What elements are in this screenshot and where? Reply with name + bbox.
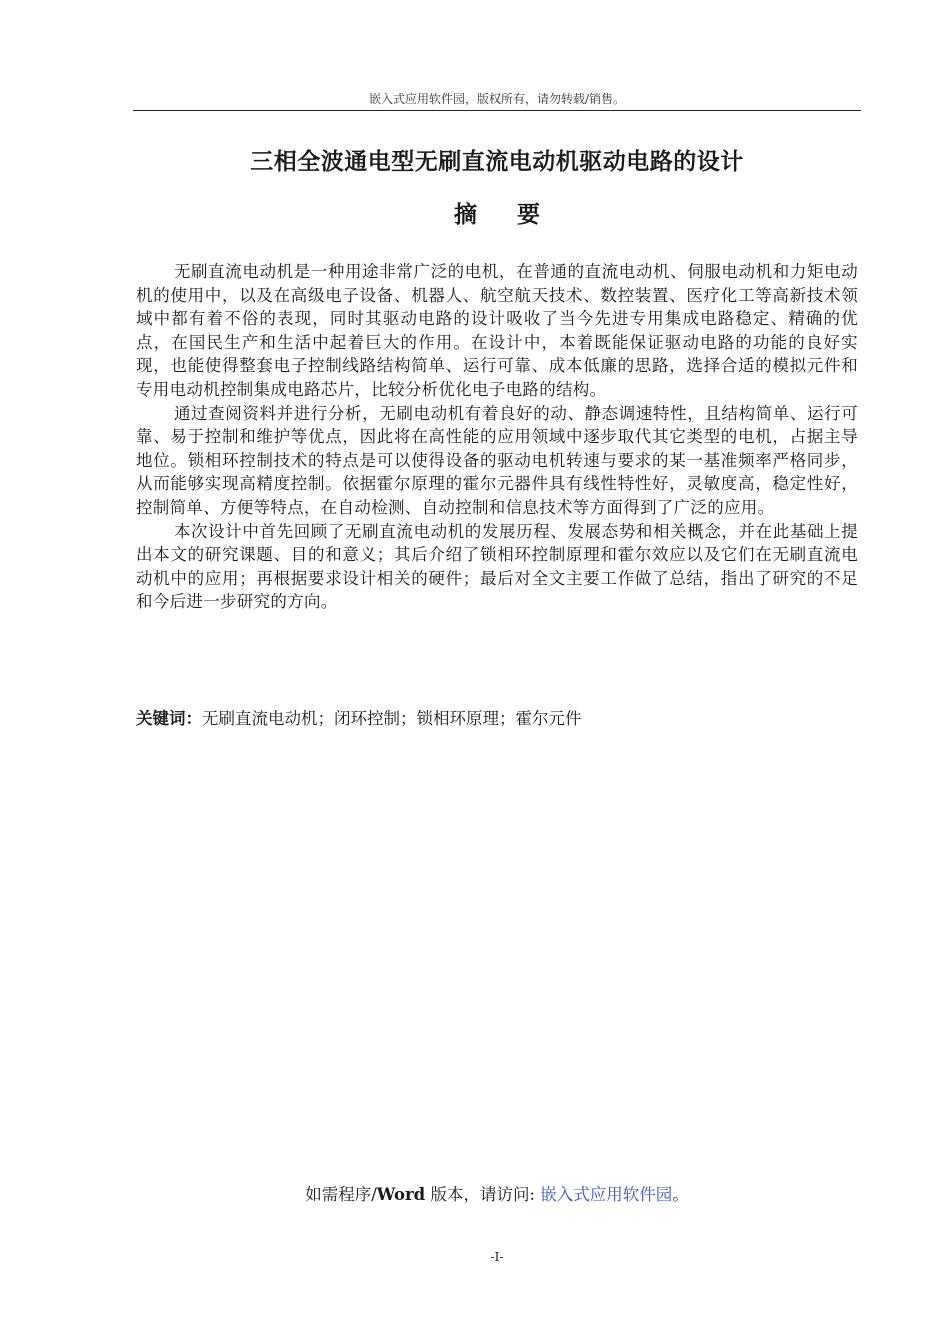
- abstract-heading: 摘要: [454, 202, 580, 228]
- footer-word: Word: [376, 1185, 426, 1204]
- footer-site-link[interactable]: 嵌入式应用软件园: [540, 1185, 673, 1204]
- header-rule: [133, 110, 861, 111]
- page-number: -I-: [490, 1250, 504, 1264]
- footer-prefix: 如需程序/: [305, 1185, 377, 1204]
- abstract-body: [136, 260, 858, 614]
- abstract-paragraph-2: 通过查阅资料并进行分析，无刷电动机有着良好的动、静态调速特性，且结构简单、运行可靠、易于控制和维护等优点，因此将在高性能的应用领域中逐步取代其它类型的电机，占据主导地位。锁相环控制技术的特点是可以使得设备的驱动电机转速与要求的某一基准频率严格同步，从而能够实现高精度控制。依据霍尔原理的霍尔元器件具有线性特性好，灵敏度高，稳定性好，控制简单、方便等特点，在自动检测、自动控制和信息技术等方面得到了广泛的应用。: [136, 403, 858, 517]
- footer-middle: 版本，请访问:: [425, 1185, 541, 1204]
- keywords-value: 无刷直流电动机；闭环控制；锁相环原理；霍尔元件: [202, 709, 582, 728]
- keywords-label: 关键词：: [136, 709, 202, 728]
- document-title: 三相全波通电型无刷直流电动机驱动电路的设计: [250, 149, 744, 175]
- abstract-paragraph-1: 无刷直流电动机是一种用途非常广泛的电机，在普通的直流电动机、伺服电动机和力矩电动机的使用中，以及在高级电子设备、机器人、航空航天技术、数控装置、医疗化工等高新技术领域中都有着不俗的表现，同时其驱动电路的设计吸收了当今先进专用集成电路稳定、精确的优点，在国民生产和生活中起着巨大的作用。在设计中，本着既能保证驱动电路的功能的良好实现，也能使得整套电子控制线路结构简单、运行可靠、成本低廉的思路，选择合适的模拟元件和专用电动机控制集成电路芯片，比较分析优化电子电路的结构。: [136, 262, 858, 399]
- header-note: 嵌入式应用软件园，版权所有，请勿转载/销售。: [368, 92, 626, 106]
- footer-note: [133, 1181, 861, 1205]
- abstract-paragraph-3: 本次设计中首先回顾了无刷直流电动机的发展历程、发展态势和相关概念，并在此基础上提出本文的研究课题、目的和意义；其后介绍了锁相环控制原理和霍尔效应以及它们在无刷直流电动机中的应用；再根据要求设计相关的硬件；最后对全文主要工作做了总结，指出了研究的不足和今后进一步研究的方向。: [136, 521, 858, 612]
- footer-suffix: 。: [672, 1185, 689, 1204]
- keywords-line: [136, 707, 858, 731]
